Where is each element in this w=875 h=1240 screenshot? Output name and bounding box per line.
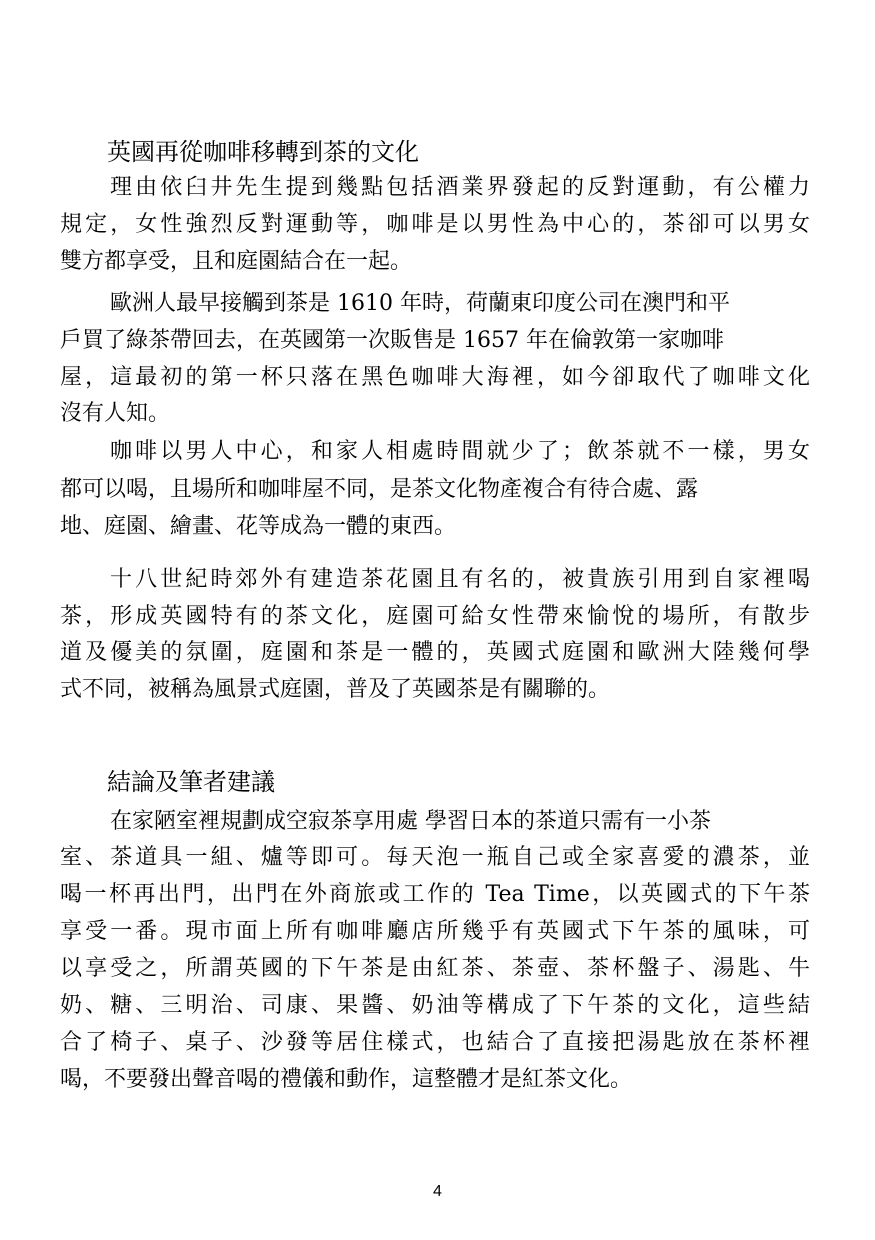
text-line: 十八世紀時郊外有建造茶花園且有名的，被貴族引用到自家裡喝 (110, 567, 810, 592)
text-line: 咖啡以男人中心，和家人相處時間就少了；飲茶就不一樣，男女 (110, 439, 810, 464)
text-line: 茶，形成英國特有的茶文化，庭園可給女性帶來愉悅的場所，有散步 (60, 604, 810, 629)
text-line: 式不同，被稱為風景式庭園，普及了英國茶是有關聯的。 (60, 677, 611, 702)
text-line: 屋，這最初的第一杯只落在黑色咖啡大海裡，如今卻取代了咖啡文化 (60, 365, 810, 390)
section-heading: 結論及筆者建議 (107, 768, 275, 796)
text-line: 歐洲人最早接觸到茶是 1610 年時，荷蘭東印度公司在澳門和平 (110, 291, 730, 316)
text-line: 喝，不要發出聲音喝的禮儀和動作，這整體才是紅茶文化。 (60, 1067, 633, 1092)
text-line: 喝一杯再出門，出門在外商旅或工作的 Tea Time，以英國式的下午茶 (60, 882, 810, 907)
text-line: 道及優美的氛圍，庭園和茶是一體的，英國式庭園和歐洲大陸幾何學 (60, 640, 810, 665)
text-line: 在家陋室裡規劃成空寂茶享用處 學習日本的茶道只需有一小茶 (110, 809, 711, 834)
text-line: 沒有人知。 (60, 401, 171, 426)
section-heading: 英國再從咖啡移轉到茶的文化 (107, 138, 419, 166)
text-line: 雙方都享受，且和庭園結合在一起。 (60, 249, 413, 274)
text-line: 理由依臼井先生提到幾點包括酒業界發起的反對運動，有公權力 (110, 175, 810, 200)
text-line: 奶、糖、三明治、司康、果醬、奶油等構成了下午茶的文化，這些結 (60, 993, 810, 1018)
text-line: 規定，女性強烈反對運動等，咖啡是以男性為中心的，茶卻可以男女 (60, 212, 810, 237)
page-number: 4 (433, 1183, 442, 1200)
text-line: 享受一番。現市面上所有咖啡廳店所幾乎有英國式下午茶的風味，可 (60, 919, 810, 944)
text-line: 以享受之，所謂英國的下午茶是由紅茶、茶壺、茶杯盤子、湯匙、牛 (60, 956, 810, 981)
text-line: 都可以喝，且場所和咖啡屋不同，是茶文化物產複合有待合處、露 (60, 477, 699, 502)
text-line: 戶買了綠茶帶回去，在英國第一次販售是 1657 年在倫敦第一家咖啡 (60, 328, 724, 353)
text-line: 地、庭園、繪畫、花等成為一體的東西。 (60, 514, 457, 539)
text-line: 合了椅子、桌子、沙發等居住樣式，也結合了直接把湯匙放在茶杯裡 (60, 1030, 810, 1055)
text-line: 室、茶道具一組、爐等即可。每天泡一瓶自己或全家喜愛的濃茶，並 (60, 845, 810, 870)
